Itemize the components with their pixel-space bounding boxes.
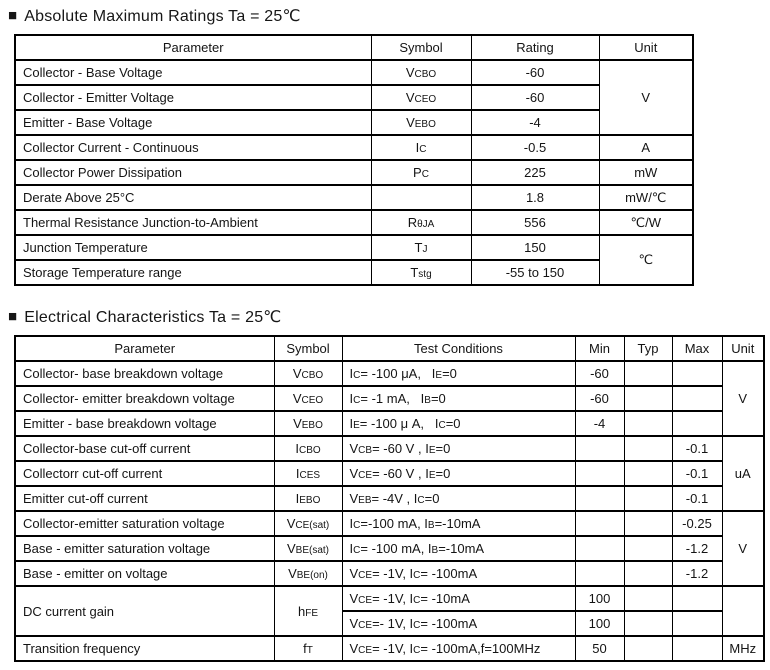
table-cell: IC [371, 135, 471, 160]
table-cell: VCBO [371, 60, 471, 85]
column-header: Rating [471, 35, 599, 60]
table-cell [672, 636, 722, 661]
column-header: Unit [599, 35, 693, 60]
table-cell: -1.2 [672, 561, 722, 586]
table-cell: -60 [575, 361, 624, 386]
table-cell: Collector-emitter saturation voltage [15, 511, 274, 536]
table-cell: 556 [471, 210, 599, 235]
table-cell [575, 486, 624, 511]
table-cell [624, 411, 672, 436]
section-title-text: Electrical Characteristics Ta = 25℃ [24, 309, 282, 326]
table-cell [575, 436, 624, 461]
table-cell: Emitter - base breakdown voltage [15, 411, 274, 436]
absolute-maximum-ratings-table [14, 34, 694, 286]
table-cell [575, 511, 624, 536]
table-row [15, 486, 764, 511]
table-cell: -60 [471, 60, 599, 85]
table-cell: -4 [575, 411, 624, 436]
table-cell: VEBO [371, 110, 471, 135]
table-cell: V [722, 361, 764, 436]
table-cell: VCEO [371, 85, 471, 110]
table-cell [624, 636, 672, 661]
table-cell: IC= -100 mA, IB=-10mA [342, 536, 575, 561]
table-cell: Junction Temperature [15, 235, 371, 260]
table-cell: IC= -100 μA, IE=0 [342, 361, 575, 386]
table-cell: 225 [471, 160, 599, 185]
square-bullet-icon: ■ [8, 6, 18, 24]
table-cell [672, 411, 722, 436]
table-cell: mW/℃ [599, 185, 693, 210]
table-cell: -0.1 [672, 461, 722, 486]
section-title-text: Absolute Maximum Ratings Ta = 25℃ [24, 8, 301, 25]
table-row [15, 60, 693, 85]
table-cell: Tstg [371, 260, 471, 285]
column-header: Typ [624, 336, 672, 361]
column-header: Parameter [15, 35, 371, 60]
table-cell [624, 536, 672, 561]
table-row [15, 210, 693, 235]
table-row [15, 586, 764, 611]
table-cell: VCE= -1V, IC= -100mA,f=100MHz [342, 636, 575, 661]
table-cell: VCE= -1V, IC= -100mA [342, 561, 575, 586]
table-cell: -0.1 [672, 486, 722, 511]
column-header: Test Conditions [342, 336, 575, 361]
table-cell: VBE(on) [274, 561, 342, 586]
table-header-row [15, 35, 693, 60]
table-cell: -0.25 [672, 511, 722, 536]
electrical-characteristics-table [14, 335, 765, 662]
table-cell: V [599, 60, 693, 135]
table-cell: -55 to 150 [471, 260, 599, 285]
table-cell [624, 561, 672, 586]
table-cell: Collector Current - Continuous [15, 135, 371, 160]
table-cell: Collector- base breakdown voltage [15, 361, 274, 386]
table-cell: 150 [471, 235, 599, 260]
table-cell: Thermal Resistance Junction-to-Ambient [15, 210, 371, 235]
table-cell: VCE=- 1V, IC= -100mA [342, 611, 575, 636]
table-cell: V [722, 511, 764, 586]
table-row [15, 461, 764, 486]
table-row [15, 160, 693, 185]
table-cell [624, 436, 672, 461]
table-cell: VBE(sat) [274, 536, 342, 561]
table-cell [624, 486, 672, 511]
table-cell: VEB= -4V , IC=0 [342, 486, 575, 511]
table-cell: ℃/W [599, 210, 693, 235]
table-cell [672, 611, 722, 636]
table-cell: MHz [722, 636, 764, 661]
table-cell: ICES [274, 461, 342, 486]
table-cell: VCEO [274, 386, 342, 411]
table-cell: mW [599, 160, 693, 185]
table-row [15, 436, 764, 461]
table-row [15, 386, 764, 411]
table-row [15, 411, 764, 436]
table-row [15, 185, 693, 210]
table-cell: 1.8 [471, 185, 599, 210]
table-cell: VCE= -1V, IC= -10mA [342, 586, 575, 611]
table-row [15, 511, 764, 536]
table-row [15, 110, 693, 135]
table-cell: Base - emitter on voltage [15, 561, 274, 586]
table-cell: VEBO [274, 411, 342, 436]
table-cell: PC [371, 160, 471, 185]
table-row [15, 561, 764, 586]
square-bullet-icon: ■ [8, 307, 18, 325]
table-cell: Storage Temperature range [15, 260, 371, 285]
table-cell: Derate Above 25°C [15, 185, 371, 210]
table-cell: TJ [371, 235, 471, 260]
absolute-maximum-ratings-title [0, 0, 770, 26]
table-cell [624, 461, 672, 486]
table-cell: Collector - Base Voltage [15, 60, 371, 85]
table-cell: VCE= -60 V , IE=0 [342, 461, 575, 486]
table-cell: VCBO [274, 361, 342, 386]
table-cell: ICBO [274, 436, 342, 461]
table-cell [575, 461, 624, 486]
table-cell: Collector Power Dissipation [15, 160, 371, 185]
table-cell [624, 386, 672, 411]
table-cell [371, 185, 471, 210]
column-header: Symbol [274, 336, 342, 361]
table-cell: Collector-base cut-off current [15, 436, 274, 461]
table-cell: RθJA [371, 210, 471, 235]
electrical-characteristics-title [0, 286, 770, 327]
table-cell: -4 [471, 110, 599, 135]
table-cell [672, 586, 722, 611]
column-header: Parameter [15, 336, 274, 361]
table-cell: 50 [575, 636, 624, 661]
table-row [15, 135, 693, 160]
table-cell: Emitter - Base Voltage [15, 110, 371, 135]
table-cell: uA [722, 436, 764, 511]
table-cell: -60 [471, 85, 599, 110]
table-cell [672, 361, 722, 386]
table-cell: Collector - Emitter Voltage [15, 85, 371, 110]
table-cell: DC current gain [15, 586, 274, 636]
table-cell: -0.1 [672, 436, 722, 461]
table-row [15, 361, 764, 386]
table-cell: IC=-100 mA, IB=-10mA [342, 511, 575, 536]
table-row [15, 85, 693, 110]
table-cell [624, 361, 672, 386]
table-cell: fT [274, 636, 342, 661]
column-header: Symbol [371, 35, 471, 60]
table-cell: -0.5 [471, 135, 599, 160]
table-cell: VCE(sat) [274, 511, 342, 536]
table-cell: IC= -1 mA, IB=0 [342, 386, 575, 411]
table-row [15, 636, 764, 661]
table-cell [624, 611, 672, 636]
table-cell: -1.2 [672, 536, 722, 561]
column-header: Max [672, 336, 722, 361]
table-cell: 100 [575, 586, 624, 611]
table-cell: VCB= -60 V , IE=0 [342, 436, 575, 461]
table-cell: Base - emitter saturation voltage [15, 536, 274, 561]
table-row [15, 260, 693, 285]
table-cell: 100 [575, 611, 624, 636]
table-cell: Collector- emitter breakdown voltage [15, 386, 274, 411]
table-cell [722, 586, 764, 636]
table-row [15, 235, 693, 260]
table-cell [575, 561, 624, 586]
table-cell [575, 536, 624, 561]
table-cell: Collectorr cut-off current [15, 461, 274, 486]
table-cell: IEBO [274, 486, 342, 511]
column-header: Unit [722, 336, 764, 361]
table-cell: A [599, 135, 693, 160]
table-cell: ℃ [599, 235, 693, 285]
table-cell [624, 511, 672, 536]
table-row [15, 536, 764, 561]
table-cell: Transition frequency [15, 636, 274, 661]
column-header: Min [575, 336, 624, 361]
table-cell [672, 386, 722, 411]
table-cell: hFE [274, 586, 342, 636]
table-cell: -60 [575, 386, 624, 411]
table-cell: Emitter cut-off current [15, 486, 274, 511]
table-cell [624, 586, 672, 611]
table-header-row [15, 336, 764, 361]
table-cell: IE= -100 μ A, IC=0 [342, 411, 575, 436]
